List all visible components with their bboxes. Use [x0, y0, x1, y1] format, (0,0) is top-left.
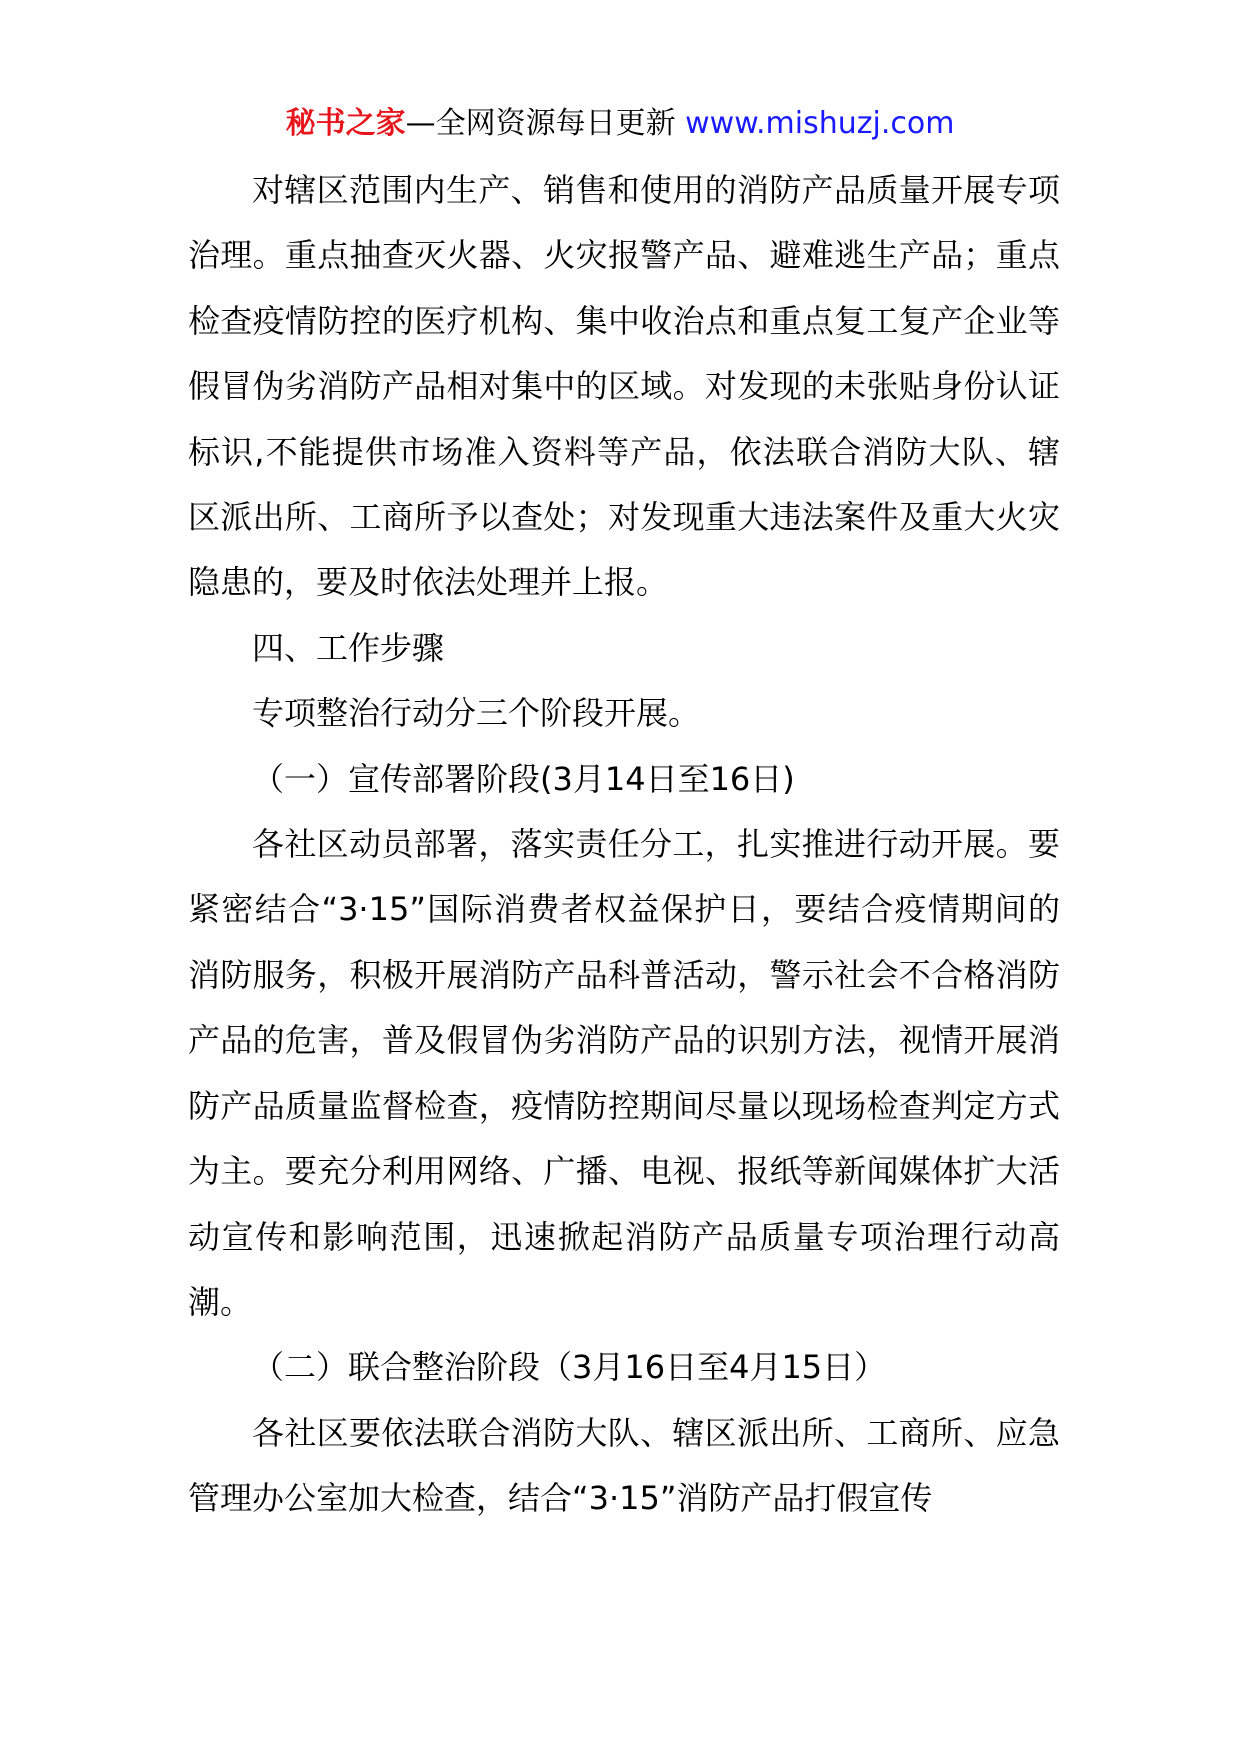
paragraph-stage-two-details: 各社区要依法联合消防大队、辖区派出所、工商所、应急管理办公室加大检查，结合“3·15”消防产品打假宣传	[188, 1413, 1060, 1518]
paragraph-stage-one-details: 各社区动员部署，落实责任分工，扎实推进行动开展。要紧密结合“3·15”国际消费者权益保护日，要结合疫情期间的消防服务，积极开展消防产品科普活动，警示社会不合格消防产品的危害，普及假冒伪劣消防产品的识别方法，视情开展消防产品质量监督检查，疫情防控期间尽量以现场检查判定方式为主。要充分利用网络、广播、电视、报纸等新闻媒体扩大活动宣传和影响范围，迅速掀起消防产品质量专项治理行动高潮。	[188, 825, 1060, 1321]
subheading-stage-one: （一）宣传部署阶段(3月14日至16日)	[252, 759, 795, 798]
section-heading-work-steps: 四、工作步骤	[252, 628, 445, 667]
header-slogan: —全网资源每日更新	[405, 106, 676, 141]
document-body	[188, 158, 1060, 1532]
subheading-stage-two: （二）联合整治阶段（3月16日至4月15日）	[252, 1348, 887, 1387]
brand-name: 秘书之家	[285, 106, 406, 141]
site-header	[0, 100, 1240, 148]
site-url-link[interactable]: www.mishuzj.com	[685, 106, 955, 141]
paragraph-three-stages: 专项整治行动分三个阶段开展。	[252, 694, 701, 733]
paragraph-inspection-scope: 对辖区范围内生产、销售和使用的消防产品质量开展专项治理。重点抽查灭火器、火灾报警产品、避难逃生产品；重点检查疫情防控的医疗机构、集中收治点和重点复工复产企业等假冒伪劣消防产品相对集中的区域。对发现的未张贴身份认证标识,不能提供市场准入资料等产品，依法联合消防大队、辖区派出所、工商所予以查处；对发现重大违法案件及重大火灾隐患的，要及时依法处理并上报。	[188, 171, 1060, 602]
